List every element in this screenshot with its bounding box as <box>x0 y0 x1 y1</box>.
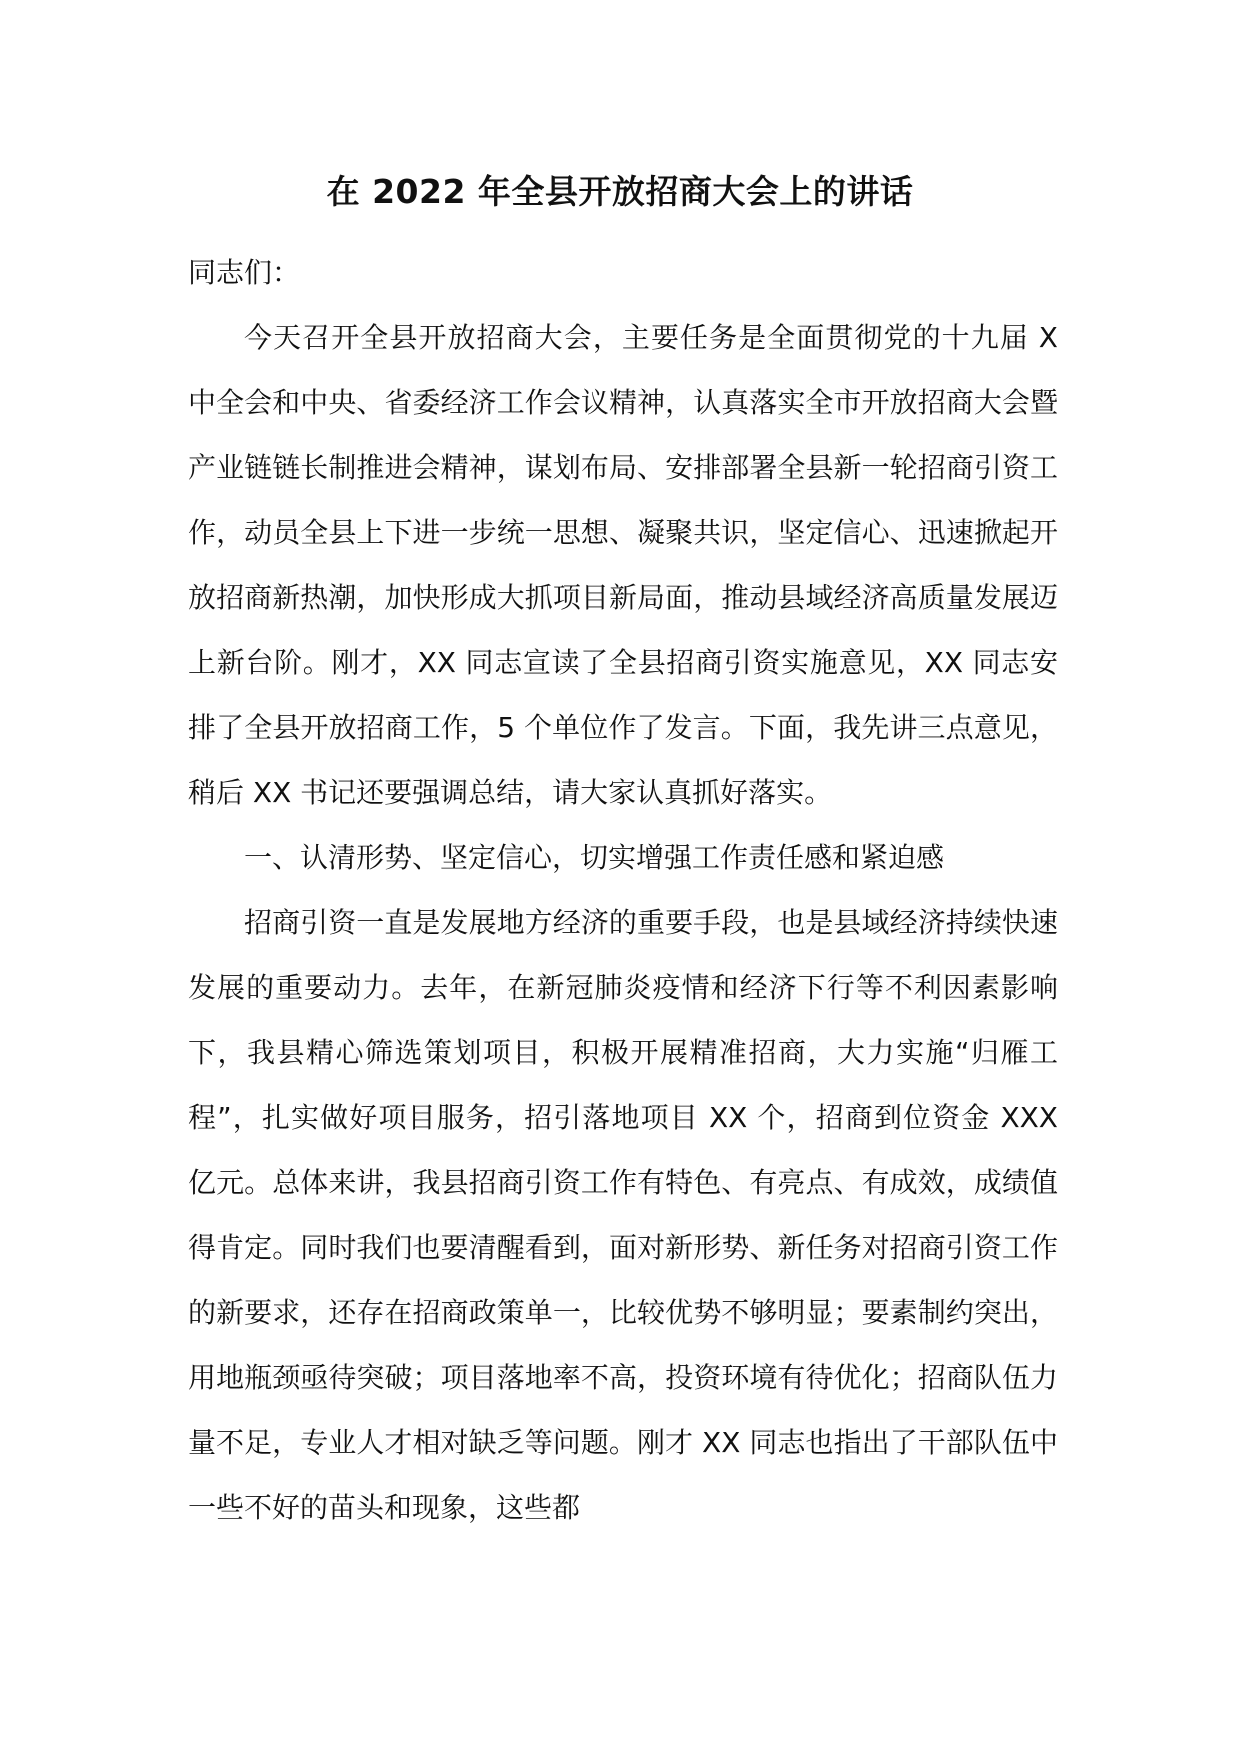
paragraph-section-1: 招商引资一直是发展地方经济的重要手段，也是县域经济持续快速发展的重要动力。去年，在新冠肺炎疫情和经济下行等不利因素影响下，我县精心筛选策划项目，积极开展精准招商，大力实施“归雁工程”，扎实做好项目服务，招引落地项目 XX 个，招商到位资金 XXX 亿元。总体来讲，我县招商引资工作有特色、有亮点、有成效，成绩值得肯定。同时我们也要清醒看到，面对新形势、新任务对招商引资工作的新要求，还存在招商政策单一，比较优势不够明显；要素制约突出，用地瓶颈亟待突破；项目落地率不高，投资环境有待优化；招商队伍力量不足，专业人才相对缺乏等问题。刚才 XX 同志也指出了干部队伍中一些不好的苗头和现象，这些都 <box>188 906 1058 1524</box>
document-title: 在 2022 年全县开放招商大会上的讲话 <box>326 172 914 211</box>
document-body <box>188 240 1058 1540</box>
paragraph-intro: 今天召开全县开放招商大会，主要任务是全面贯彻党的十九届 X 中全会和中央、省委经济工作会议精神，认真落实全市开放招商大会暨产业链链长制推进会精神，谋划布局、安排部署全县新一轮招商引资工作，动员全县上下进一步统一思想、凝聚共识，坚定信心、迅速掀起开放招商新热潮，加快形成大抓项目新局面，推动县域经济高质量发展迈上新台阶。刚才，XX 同志宣读了全县招商引资实施意见，XX 同志安排了全县开放招商工作，5 个单位作了发言。下面，我先讲三点意见，稍后 XX 书记还要强调总结，请大家认真抓好落实。 <box>188 321 1058 809</box>
section-heading-1: 一、认清形势、坚定信心，切实增强工作责任感和紧迫感 <box>244 841 945 874</box>
salutation: 同志们： <box>188 256 301 289</box>
